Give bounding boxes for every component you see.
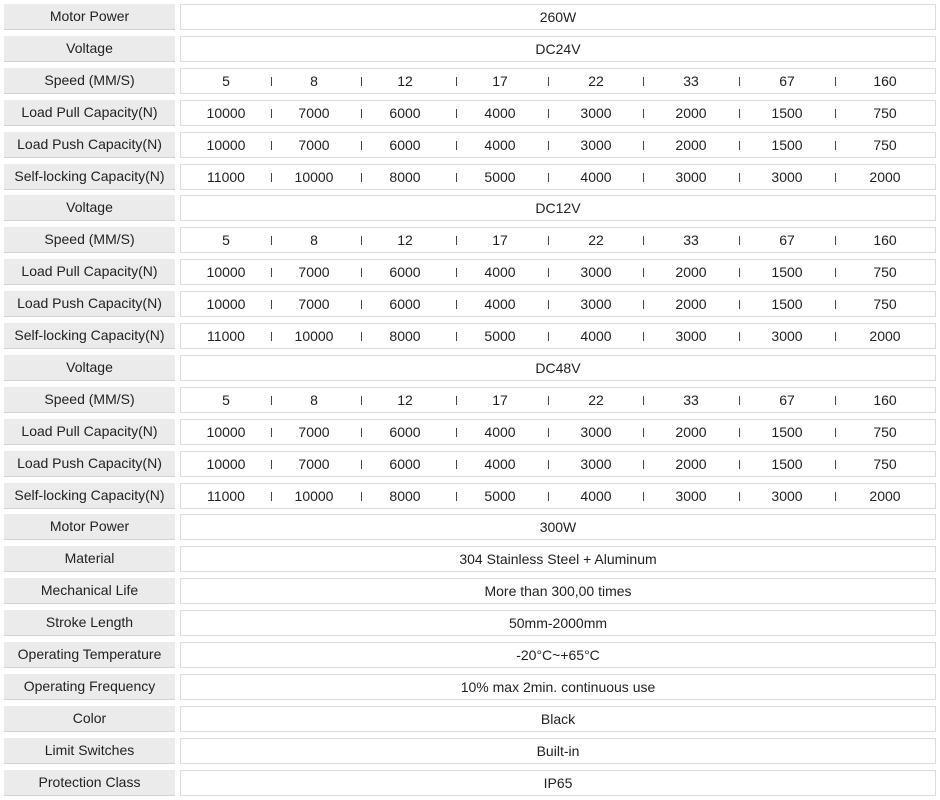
- spec-value-cell: 8: [310, 392, 318, 408]
- column-separator: [835, 268, 836, 277]
- spec-value-cell: 3000: [675, 169, 707, 185]
- column-separator: [271, 173, 272, 182]
- column-separator: [548, 236, 549, 245]
- column-separator: [271, 300, 272, 309]
- spec-value-cell: 12: [397, 73, 413, 89]
- spec-value-box: [180, 578, 936, 604]
- spec-label: Motor Power: [4, 514, 175, 540]
- spec-value-cell: 4000: [484, 424, 516, 440]
- spec-value-cell: 7000: [298, 264, 330, 280]
- column-separator: [643, 268, 644, 277]
- column-separator: [643, 173, 644, 182]
- column-separator: [835, 141, 836, 150]
- spec-value-cell: 3000: [771, 328, 803, 344]
- spec-value-cell: 750: [873, 456, 897, 472]
- spec-label: Load Push Capacity(N): [4, 451, 175, 477]
- spec-value-cell: 10000: [206, 137, 246, 153]
- spec-value-cell: 160: [873, 73, 897, 89]
- column-separator: [271, 77, 272, 86]
- spec-value-box: [180, 36, 936, 62]
- spec-value-cell: 750: [873, 264, 897, 280]
- column-separator: [739, 428, 740, 437]
- column-separator: [361, 428, 362, 437]
- spec-value-cell: 3000: [580, 424, 612, 440]
- spec-value-cell: 67: [779, 232, 795, 248]
- column-separator: [643, 77, 644, 86]
- spec-label: Motor Power: [4, 4, 175, 30]
- spec-value-cells: [181, 260, 935, 284]
- column-separator: [271, 109, 272, 118]
- spec-label: Self-locking Capacity(N): [4, 483, 175, 509]
- spec-value: IP65: [543, 775, 573, 791]
- spec-value-cell: 3000: [580, 137, 612, 153]
- spec-value-cell: 6000: [389, 456, 421, 472]
- spec-row: [0, 610, 940, 636]
- spec-row: [0, 323, 940, 349]
- column-separator: [456, 173, 457, 182]
- spec-value-box: [180, 132, 936, 158]
- spec-value-box: [180, 514, 936, 540]
- column-separator: [361, 109, 362, 118]
- column-separator: [835, 173, 836, 182]
- column-separator: [643, 460, 644, 469]
- spec-value-cell: 22: [588, 232, 604, 248]
- spec-value-cells: [181, 228, 935, 252]
- spec-value-cells: [181, 324, 935, 348]
- spec-value-cell: 2000: [675, 424, 707, 440]
- spec-value-cell: 7000: [298, 296, 330, 312]
- column-separator: [643, 492, 644, 501]
- spec-value-cell: 17: [492, 73, 508, 89]
- spec-row: [0, 387, 940, 413]
- spec-row: [0, 100, 940, 126]
- spec-value-box: [180, 674, 936, 700]
- spec-value-cell: 1500: [771, 296, 803, 312]
- column-separator: [643, 141, 644, 150]
- spec-row: [0, 706, 940, 732]
- spec-value-cell: 4000: [484, 105, 516, 121]
- spec-row: [0, 4, 940, 30]
- spec-value-box: [180, 68, 936, 94]
- spec-row: [0, 36, 940, 62]
- column-separator: [835, 300, 836, 309]
- column-separator: [739, 300, 740, 309]
- spec-value-cell: 3000: [580, 264, 612, 280]
- spec-value-cell: 160: [873, 392, 897, 408]
- spec-value-cell: 3000: [580, 105, 612, 121]
- column-separator: [456, 460, 457, 469]
- spec-value-cell: 7000: [298, 456, 330, 472]
- column-separator: [456, 268, 457, 277]
- column-separator: [271, 236, 272, 245]
- column-separator: [456, 332, 457, 341]
- column-separator: [456, 109, 457, 118]
- spec-value-cells: [181, 484, 935, 508]
- spec-value-cell: 5: [222, 232, 230, 248]
- spec-value-box: [180, 259, 936, 285]
- column-separator: [361, 236, 362, 245]
- spec-label: Load Pull Capacity(N): [4, 419, 175, 445]
- column-separator: [548, 396, 549, 405]
- spec-row: [0, 642, 940, 668]
- spec-value-cell: 10000: [206, 105, 246, 121]
- column-separator: [361, 396, 362, 405]
- column-separator: [271, 460, 272, 469]
- column-separator: [271, 268, 272, 277]
- spec-label: Mechanical Life: [4, 578, 175, 604]
- spec-label: Speed (MM/S): [4, 387, 175, 413]
- column-separator: [361, 460, 362, 469]
- spec-row: [0, 546, 940, 572]
- spec-value-cell: 22: [588, 73, 604, 89]
- spec-value-box: [180, 100, 936, 126]
- column-separator: [361, 300, 362, 309]
- spec-value-box: [180, 355, 936, 381]
- spec-value-cell: 22: [588, 392, 604, 408]
- column-separator: [361, 173, 362, 182]
- spec-value-box: [180, 291, 936, 317]
- column-separator: [271, 492, 272, 501]
- spec-value-cell: 1500: [771, 105, 803, 121]
- column-separator: [548, 492, 549, 501]
- spec-label: Speed (MM/S): [4, 227, 175, 253]
- spec-row: [0, 291, 940, 317]
- spec-label: Self-locking Capacity(N): [4, 164, 175, 190]
- spec-value: DC48V: [535, 360, 581, 376]
- spec-row: [0, 195, 940, 221]
- spec-value-cell: 750: [873, 296, 897, 312]
- spec-value-box: [180, 546, 936, 572]
- column-separator: [739, 268, 740, 277]
- spec-value-cell: 6000: [389, 424, 421, 440]
- spec-row: [0, 227, 940, 253]
- spec-value-cell: 67: [779, 73, 795, 89]
- column-separator: [548, 332, 549, 341]
- spec-row: [0, 259, 940, 285]
- spec-value-cell: 4000: [484, 137, 516, 153]
- spec-value-cell: 17: [492, 232, 508, 248]
- spec-value-cell: 750: [873, 105, 897, 121]
- spec-value-cell: 3000: [771, 488, 803, 504]
- spec-row: [0, 68, 940, 94]
- column-separator: [548, 173, 549, 182]
- column-separator: [835, 492, 836, 501]
- spec-value-cell: 5000: [484, 488, 516, 504]
- spec-row: [0, 738, 940, 764]
- spec-value-cell: 3000: [580, 296, 612, 312]
- spec-value-cell: 10000: [206, 296, 246, 312]
- column-separator: [643, 332, 644, 341]
- spec-label: Operating Temperature: [4, 642, 175, 668]
- spec-value-cell: 4000: [484, 264, 516, 280]
- column-separator: [835, 236, 836, 245]
- column-separator: [739, 492, 740, 501]
- column-separator: [361, 141, 362, 150]
- column-separator: [739, 332, 740, 341]
- column-separator: [271, 332, 272, 341]
- spec-value-cell: 4000: [580, 328, 612, 344]
- spec-value-cell: 11000: [207, 328, 245, 344]
- spec-value-cell: 10000: [294, 169, 334, 185]
- spec-value-cell: 8000: [389, 328, 421, 344]
- column-separator: [643, 109, 644, 118]
- spec-value-cell: 33: [683, 232, 699, 248]
- spec-value-box: [180, 738, 936, 764]
- spec-value: 10% max 2min. continuous use: [460, 679, 656, 695]
- column-separator: [643, 300, 644, 309]
- spec-value-cell: 7000: [298, 137, 330, 153]
- spec-value-cell: 11000: [207, 169, 245, 185]
- column-separator: [739, 77, 740, 86]
- spec-value-cell: 5000: [484, 328, 516, 344]
- spec-value-cells: [181, 420, 935, 444]
- spec-value-cell: 12: [397, 232, 413, 248]
- spec-label: Load Push Capacity(N): [4, 291, 175, 317]
- spec-label: Protection Class: [4, 770, 175, 796]
- spec-value-cell: 7000: [298, 424, 330, 440]
- spec-value-cell: 1500: [771, 264, 803, 280]
- spec-value-cell: 4000: [580, 488, 612, 504]
- column-separator: [835, 109, 836, 118]
- spec-value-box: [180, 451, 936, 477]
- spec-label: Load Pull Capacity(N): [4, 259, 175, 285]
- spec-value-cell: 4000: [484, 456, 516, 472]
- spec-value-cell: 2000: [869, 328, 901, 344]
- spec-value-cell: 750: [873, 137, 897, 153]
- spec-value: DC24V: [535, 41, 581, 57]
- column-separator: [456, 236, 457, 245]
- spec-label: Load Push Capacity(N): [4, 132, 175, 158]
- column-separator: [835, 396, 836, 405]
- spec-label: Material: [4, 546, 175, 572]
- spec-value-cell: 2000: [675, 456, 707, 472]
- column-separator: [643, 428, 644, 437]
- spec-value-cell: 8000: [389, 488, 421, 504]
- spec-value-cell: 3000: [771, 169, 803, 185]
- spec-value-cell: 11000: [207, 488, 245, 504]
- spec-value-box: [180, 323, 936, 349]
- spec-value-box: [180, 706, 936, 732]
- spec-value-cell: 67: [779, 392, 795, 408]
- spec-value-cell: 4000: [484, 296, 516, 312]
- spec-value-box: [180, 195, 936, 221]
- column-separator: [643, 396, 644, 405]
- spec-row: [0, 132, 940, 158]
- spec-row: [0, 514, 940, 540]
- column-separator: [548, 460, 549, 469]
- spec-value-cell: 17: [492, 392, 508, 408]
- spec-value-cell: 10000: [294, 328, 334, 344]
- spec-row: [0, 355, 940, 381]
- column-separator: [548, 77, 549, 86]
- spec-value-cell: 1500: [771, 137, 803, 153]
- column-separator: [548, 109, 549, 118]
- spec-row: [0, 419, 940, 445]
- spec-value-box: [180, 164, 936, 190]
- column-separator: [739, 141, 740, 150]
- column-separator: [361, 268, 362, 277]
- column-separator: [271, 428, 272, 437]
- spec-value-cell: 750: [873, 424, 897, 440]
- spec-value-box: [180, 227, 936, 253]
- spec-row: [0, 483, 940, 509]
- column-separator: [456, 77, 457, 86]
- column-separator: [361, 77, 362, 86]
- spec-value-cell: 8: [310, 73, 318, 89]
- spec-value-cell: 1500: [771, 424, 803, 440]
- spec-value-cells: [181, 101, 935, 125]
- spec-value-cell: 8000: [389, 169, 421, 185]
- spec-value-box: [180, 610, 936, 636]
- spec-value-cell: 6000: [389, 264, 421, 280]
- spec-value-cells: [181, 388, 935, 412]
- spec-value-cell: 2000: [675, 296, 707, 312]
- spec-label: Voltage: [4, 195, 175, 221]
- spec-value-cell: 160: [873, 232, 897, 248]
- column-separator: [361, 332, 362, 341]
- spec-value-cell: 2000: [869, 169, 901, 185]
- column-separator: [835, 460, 836, 469]
- spec-value: 304 Stainless Steel + Aluminum: [459, 551, 657, 567]
- spec-value-cell: 33: [683, 73, 699, 89]
- spec-label: Operating Frequency: [4, 674, 175, 700]
- spec-value: Black: [540, 711, 576, 727]
- spec-value-cells: [181, 69, 935, 93]
- column-separator: [271, 396, 272, 405]
- spec-value-cell: 7000: [298, 105, 330, 121]
- spec-row: [0, 674, 940, 700]
- spec-row: [0, 164, 940, 190]
- spec-value-cell: 4000: [580, 169, 612, 185]
- spec-value-cell: 12: [397, 392, 413, 408]
- spec-value: -20°C~+65°C: [516, 647, 600, 663]
- spec-value-cell: 1500: [771, 456, 803, 472]
- column-separator: [456, 492, 457, 501]
- spec-value-cell: 2000: [869, 488, 901, 504]
- spec-label: Limit Switches: [4, 738, 175, 764]
- spec-value: 260W: [539, 9, 577, 25]
- spec-value-cells: [181, 452, 935, 476]
- spec-value-cell: 10000: [206, 424, 246, 440]
- spec-label: Self-locking Capacity(N): [4, 323, 175, 349]
- spec-value: 50mm-2000mm: [508, 615, 608, 631]
- spec-value-cell: 6000: [389, 296, 421, 312]
- spec-label: Load Pull Capacity(N): [4, 100, 175, 126]
- spec-value-cell: 2000: [675, 264, 707, 280]
- column-separator: [739, 173, 740, 182]
- spec-value-cell: 10000: [294, 488, 334, 504]
- spec-value-cells: [181, 133, 935, 157]
- spec-label: Color: [4, 706, 175, 732]
- spec-value-cell: 3000: [675, 488, 707, 504]
- column-separator: [361, 492, 362, 501]
- spec-value-cell: 5000: [484, 169, 516, 185]
- spec-value: DC12V: [535, 200, 581, 216]
- column-separator: [456, 428, 457, 437]
- spec-row: [0, 451, 940, 477]
- column-separator: [548, 268, 549, 277]
- column-separator: [271, 141, 272, 150]
- column-separator: [835, 428, 836, 437]
- spec-value-box: [180, 642, 936, 668]
- column-separator: [739, 460, 740, 469]
- spec-value-cell: 2000: [675, 137, 707, 153]
- column-separator: [739, 109, 740, 118]
- spec-row: [0, 578, 940, 604]
- spec-value-cell: 8: [310, 232, 318, 248]
- column-separator: [643, 236, 644, 245]
- spec-row: [0, 770, 940, 796]
- spec-value-cells: [181, 165, 935, 189]
- spec-value-cell: 3000: [675, 328, 707, 344]
- spec-value-cell: 3000: [580, 456, 612, 472]
- spec-value-cell: 6000: [389, 105, 421, 121]
- spec-value-cell: 6000: [389, 137, 421, 153]
- column-separator: [456, 300, 457, 309]
- column-separator: [456, 141, 457, 150]
- spec-value-cells: [181, 292, 935, 316]
- spec-value-cell: 33: [683, 392, 699, 408]
- column-separator: [835, 332, 836, 341]
- column-separator: [548, 300, 549, 309]
- spec-label: Stroke Length: [4, 610, 175, 636]
- spec-value-cell: 5: [222, 73, 230, 89]
- spec-value: More than 300,00 times: [484, 583, 632, 599]
- spec-value-cell: 10000: [206, 456, 246, 472]
- spec-value: 300W: [539, 519, 577, 535]
- column-separator: [548, 141, 549, 150]
- spec-value-box: [180, 4, 936, 30]
- spec-value: Built-in: [536, 743, 580, 759]
- spec-value-box: [180, 387, 936, 413]
- spec-label: Speed (MM/S): [4, 68, 175, 94]
- column-separator: [835, 77, 836, 86]
- column-separator: [456, 396, 457, 405]
- spec-label: Voltage: [4, 355, 175, 381]
- spec-label: Voltage: [4, 36, 175, 62]
- column-separator: [739, 396, 740, 405]
- spec-value-box: [180, 483, 936, 509]
- spec-value-cell: 5: [222, 392, 230, 408]
- spec-value-cell: 2000: [675, 105, 707, 121]
- spec-value-cell: 10000: [206, 264, 246, 280]
- spec-value-box: [180, 419, 936, 445]
- spec-value-box: [180, 770, 936, 796]
- column-separator: [548, 428, 549, 437]
- column-separator: [739, 236, 740, 245]
